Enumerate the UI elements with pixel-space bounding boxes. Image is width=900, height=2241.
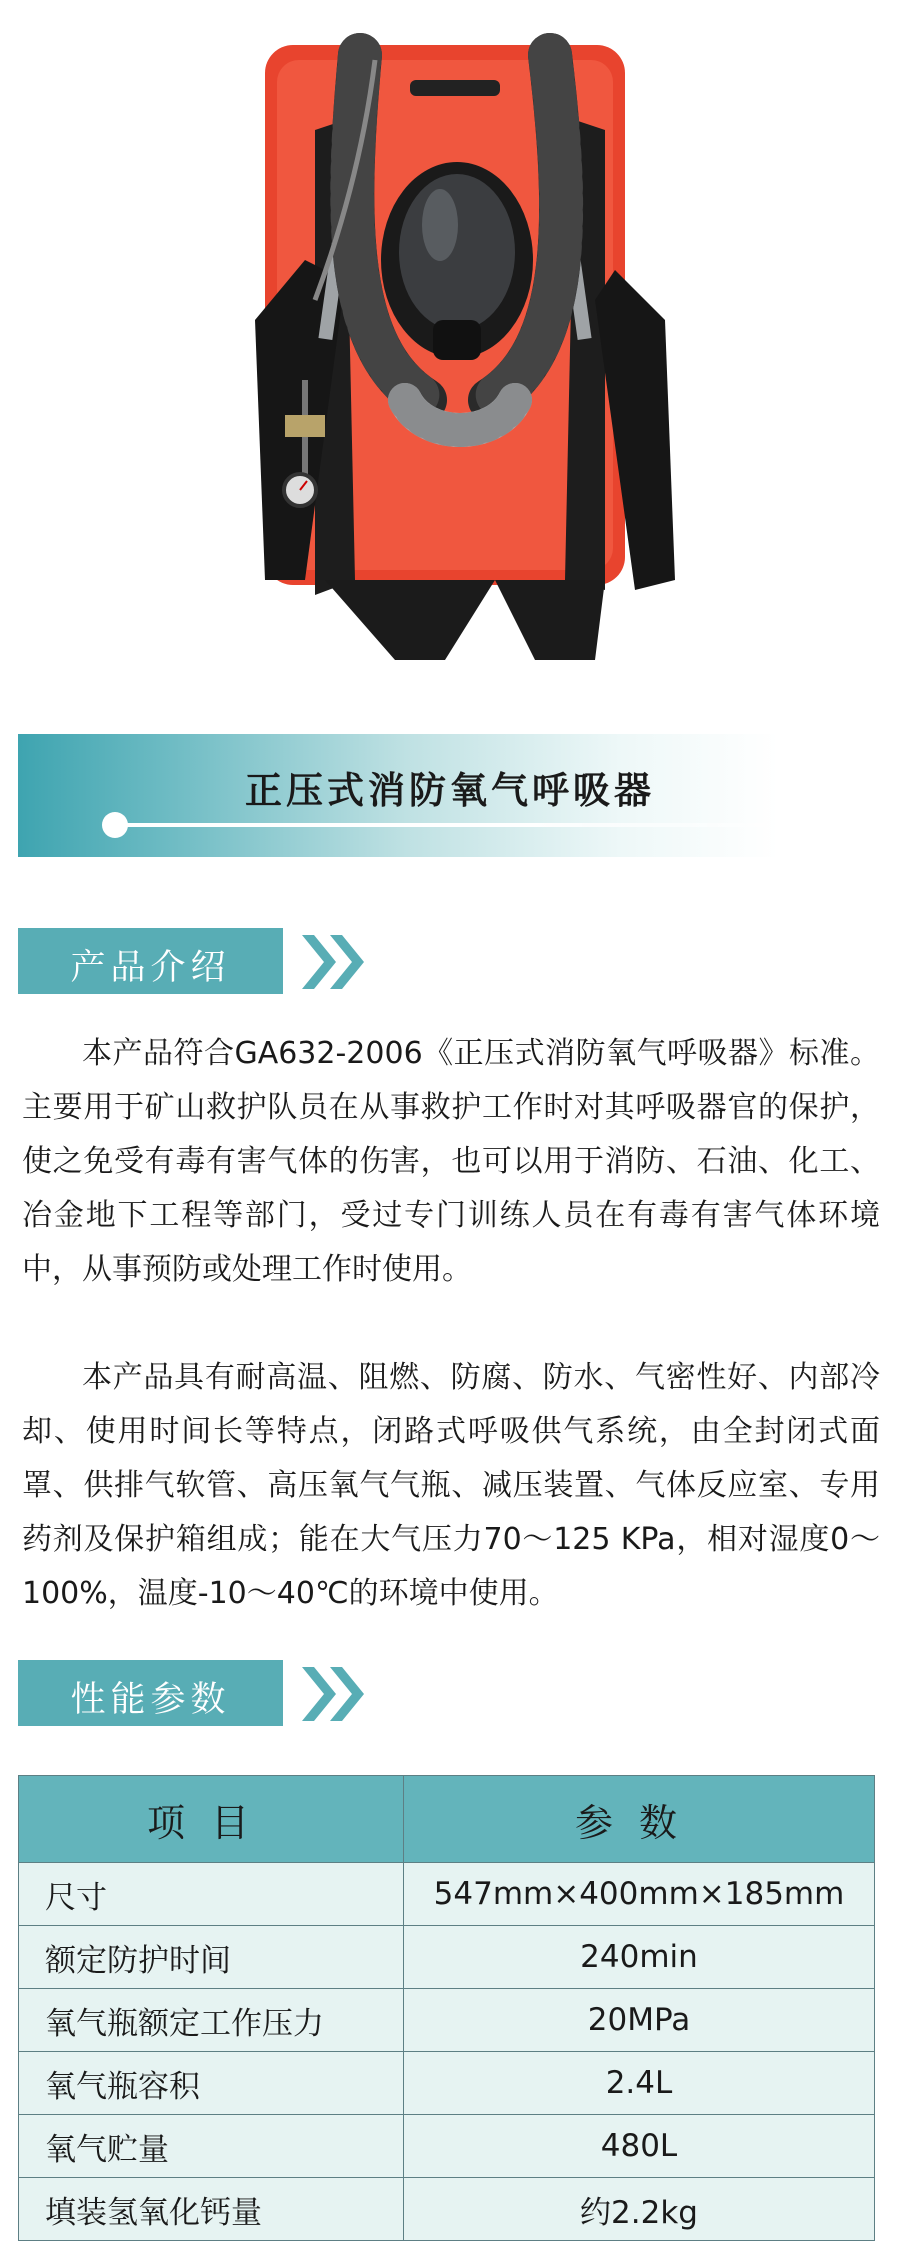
intro-paragraph-1: 本产品符合GA632-2006《正压式消防氧气呼吸器》标准。主要用于矿山救护队员在从事救护工作时对其呼吸器官的保护，使之免受有毒有害气体的伤害，也可以用于消防、石油、化工、冶金地下工程等部门，受过专门训练人员在有毒有害气体环境中，从事预防或处理工作时使用。 [22, 1036, 880, 1287]
product-image [195, 20, 715, 670]
chevron-right-icon [300, 931, 372, 993]
chevron-right-icon [300, 1663, 372, 1725]
spec-value: 2.4L [404, 2052, 875, 2115]
spec-value: 547mm×400mm×185mm [404, 1863, 875, 1926]
table-row [19, 2052, 875, 2115]
spec-key: 尺寸 [19, 1863, 404, 1926]
banner-dot [102, 812, 128, 838]
table-row [19, 2178, 875, 2241]
column-header-item: 项目 [19, 1776, 404, 1863]
spec-value: 约2.2kg [404, 2178, 875, 2241]
table-row [19, 1926, 875, 1989]
table-row [19, 1989, 875, 2052]
title-banner [18, 734, 882, 857]
spec-key: 氧气瓶容积 [19, 2052, 404, 2115]
section-title-intro: 产品介绍 [70, 948, 231, 988]
table-row [19, 1863, 875, 1926]
spec-key: 填装氢氧化钙量 [19, 2178, 404, 2241]
table-row [19, 2115, 875, 2178]
section-header-intro [18, 928, 368, 994]
spec-key: 氧气瓶额定工作压力 [19, 1989, 404, 2052]
spec-key: 额定防护时间 [19, 1926, 404, 1989]
spec-key: 氧气贮量 [19, 2115, 404, 2178]
banner-divider [118, 823, 878, 827]
column-header-value: 参数 [404, 1776, 875, 1863]
spec-value: 480L [404, 2115, 875, 2178]
section-title-specs: 性能参数 [70, 1680, 231, 1720]
spec-value: 20MPa [404, 1989, 875, 2052]
intro-paragraph-2: 本产品具有耐高温、阻燃、防腐、防水、气密性好、内部冷却、使用时间长等特点，闭路式呼吸供气系统，由全封闭式面罩、供排气软管、高压氧气气瓶、减压装置、气体反应室、专用药剂及保护箱组成；能在大气压力70～125 KPa，相对湿度0～100%，温度-10～40℃的环境中使用。 [22, 1360, 880, 1611]
page-title: 正压式消防氧气呼吸器 [245, 769, 655, 812]
spec-value: 240min [404, 1926, 875, 1989]
spec-table [18, 1775, 875, 2241]
table-header-row [19, 1776, 875, 1863]
section-header-specs [18, 1660, 368, 1726]
